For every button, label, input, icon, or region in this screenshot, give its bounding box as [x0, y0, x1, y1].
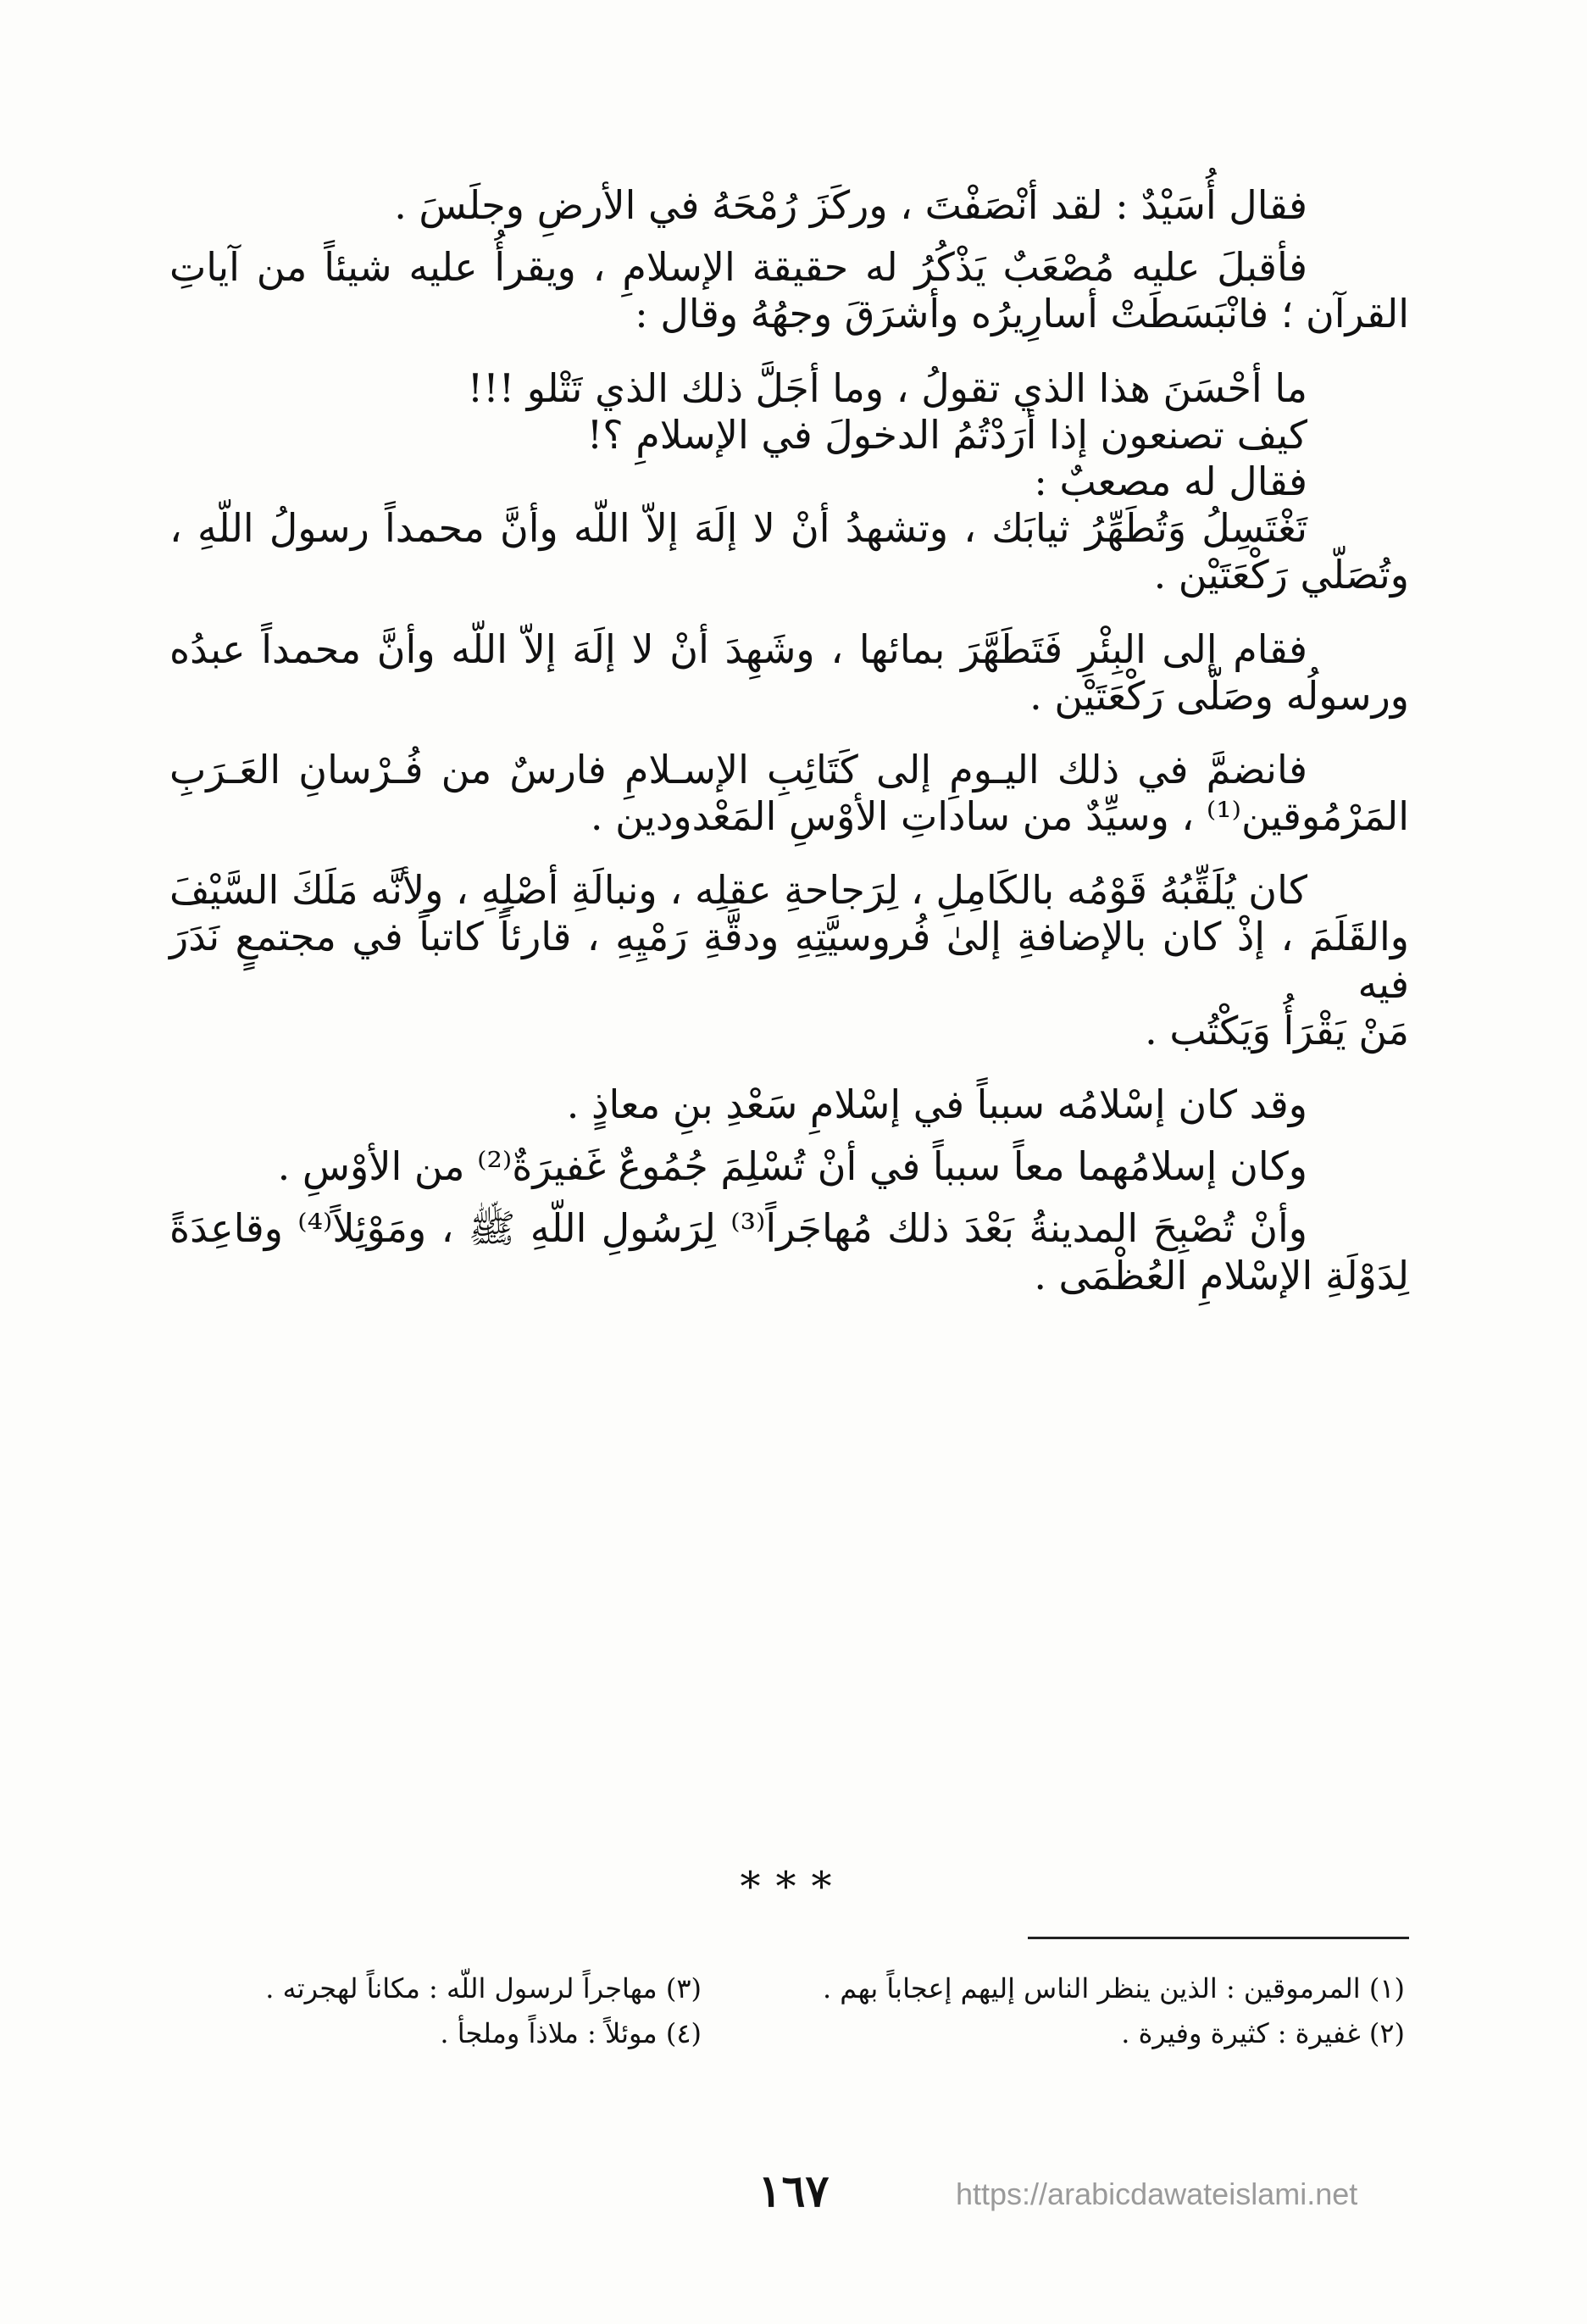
- text-line: وقد كان إسْلامُه سبباً في إسْلامِ سَعْدِ بنِ معاذٍ .: [566, 1081, 1307, 1127]
- text-line: كيف تصنعون إذا أرَدْتُمُ الدخولَ في الإسلامِ ؟!: [586, 411, 1307, 458]
- text-line: فأقبلَ عليه مُصْعَبٌ يَذْكُرُ له حقيقة الإسلامِ ، ويقرأُ عليه شيئاً من آياتِ: [169, 244, 1307, 291]
- footnote-rule: [1028, 1937, 1409, 1939]
- text-line: لِدَوْلَةِ الإسْلامِ العُظْمَى .: [1034, 1252, 1409, 1298]
- text-line: ورسولُه وصَلّى رَكْعَتَيْن .: [1029, 672, 1409, 719]
- footnote: (٤) موئلاً : ملاذاً وملجأ .: [440, 2016, 702, 2049]
- text-line: وكان إسلامُهما معاً سبباً في أنْ تُسْلِمَ جُمُوعٌ غَفيرَةٌ⁽²⁾ من الأوْسِ .: [277, 1143, 1307, 1190]
- text-line: تَغْتَسِلُ وَتُطَهِّرُ ثيابَك ، وتشهدُ أنْ لا إلَهَ إلاّ اللّه وأنَّ محمداً رسولُ اللّهِ ،: [169, 505, 1307, 552]
- text-line: فقال له مصعبٌ :: [1034, 458, 1307, 504]
- text-line: وتُصَلّي رَكْعَتَيْن .: [1153, 552, 1409, 598]
- text-line: وأنْ تُصْبِحَ المدينةُ بَعْدَ ذلك مُهاجَراً⁽³⁾ لِرَسُولِ اللّهِ ﷺ ، ومَوْئِلاً⁽⁴⁾ وقاعِدَةً: [169, 1205, 1307, 1252]
- text-line: فانضمَّ في ذلك اليـومِ إلى كَتَائِبِ الإسـلامِ فارسٌ من فُـرْسانِ العَـرَبِ: [169, 746, 1307, 792]
- text-line: ما أحْسَنَ هذا الذي تقولُ ، وما أجَلَّ ذلك الذي تَتْلو !!!: [467, 364, 1307, 411]
- text-line: القرآن ؛ فانْبَسَطَتْ أسارِيرُه وأشرَقَ وجهُهُ وقال :: [635, 291, 1409, 337]
- footnote: (٢) غفيرة : كثيرة وفيرة .: [1121, 2016, 1405, 2049]
- paragraph: [169, 626, 1409, 720]
- text-line: والقَلَمَ ، إذْ كان بالإضافةِ إلىٰ فُروسيَّتِهِ ودقَّةِ رَمْيِهِ ، قارئاً كاتباً في مجتمعٍ نَدَرَ فيه: [169, 914, 1409, 1007]
- paragraph: [169, 244, 1409, 337]
- text-line: مَنْ يَقْرَأُ وَيَكْتُب .: [1145, 1007, 1409, 1054]
- section-separator: ***: [740, 1863, 847, 1910]
- footnote: (٣) مهاجراً لرسول اللّه : مكاناً لهجرته .: [265, 1972, 702, 2004]
- footnotes-right-column: [823, 1966, 1405, 2056]
- text-line: كان يُلَقِّبُهُ قَوْمُه بالكَامِلِ ، لِرَجاحةِ عقلِه ، ونبالَةِ أصْلِهِ ، ولأنَّه مَلَكَ السَّيْفَ: [169, 867, 1307, 914]
- paragraph: [169, 747, 1409, 840]
- footnotes-left-column: [265, 1966, 702, 2056]
- paragraph: [169, 505, 1409, 598]
- paragraph: [169, 867, 1409, 1054]
- footnote: (١) المرموقين : الذين ينظر الناس إليهم إعجاباً بهم .: [822, 1972, 1405, 2004]
- watermark-url: https://arabicdawateislami.net: [956, 2177, 1358, 2211]
- text-line: فقام إلى البِئْرِ فَتَطَهَّرَ بمائها ، وشَهِدَ أنْ لا إلَهَ إلاّ اللّه وأنَّ محمداً عبدُه: [169, 625, 1307, 672]
- text-line: فقال أُسَيْدٌ : لقد أنْصَفْتَ ، وركَزَ رُمْحَهُ في الأرضِ وجلَسَ .: [394, 182, 1307, 228]
- text-line: المَرْمُوقين⁽¹⁾ ، وسيِّدٌ من ساداتِ الأوْسِ المَعْدودين .: [590, 793, 1409, 840]
- page-number: ١٦٧: [757, 2166, 830, 2217]
- main-text: [169, 182, 1409, 1326]
- paragraph: [169, 1205, 1409, 1298]
